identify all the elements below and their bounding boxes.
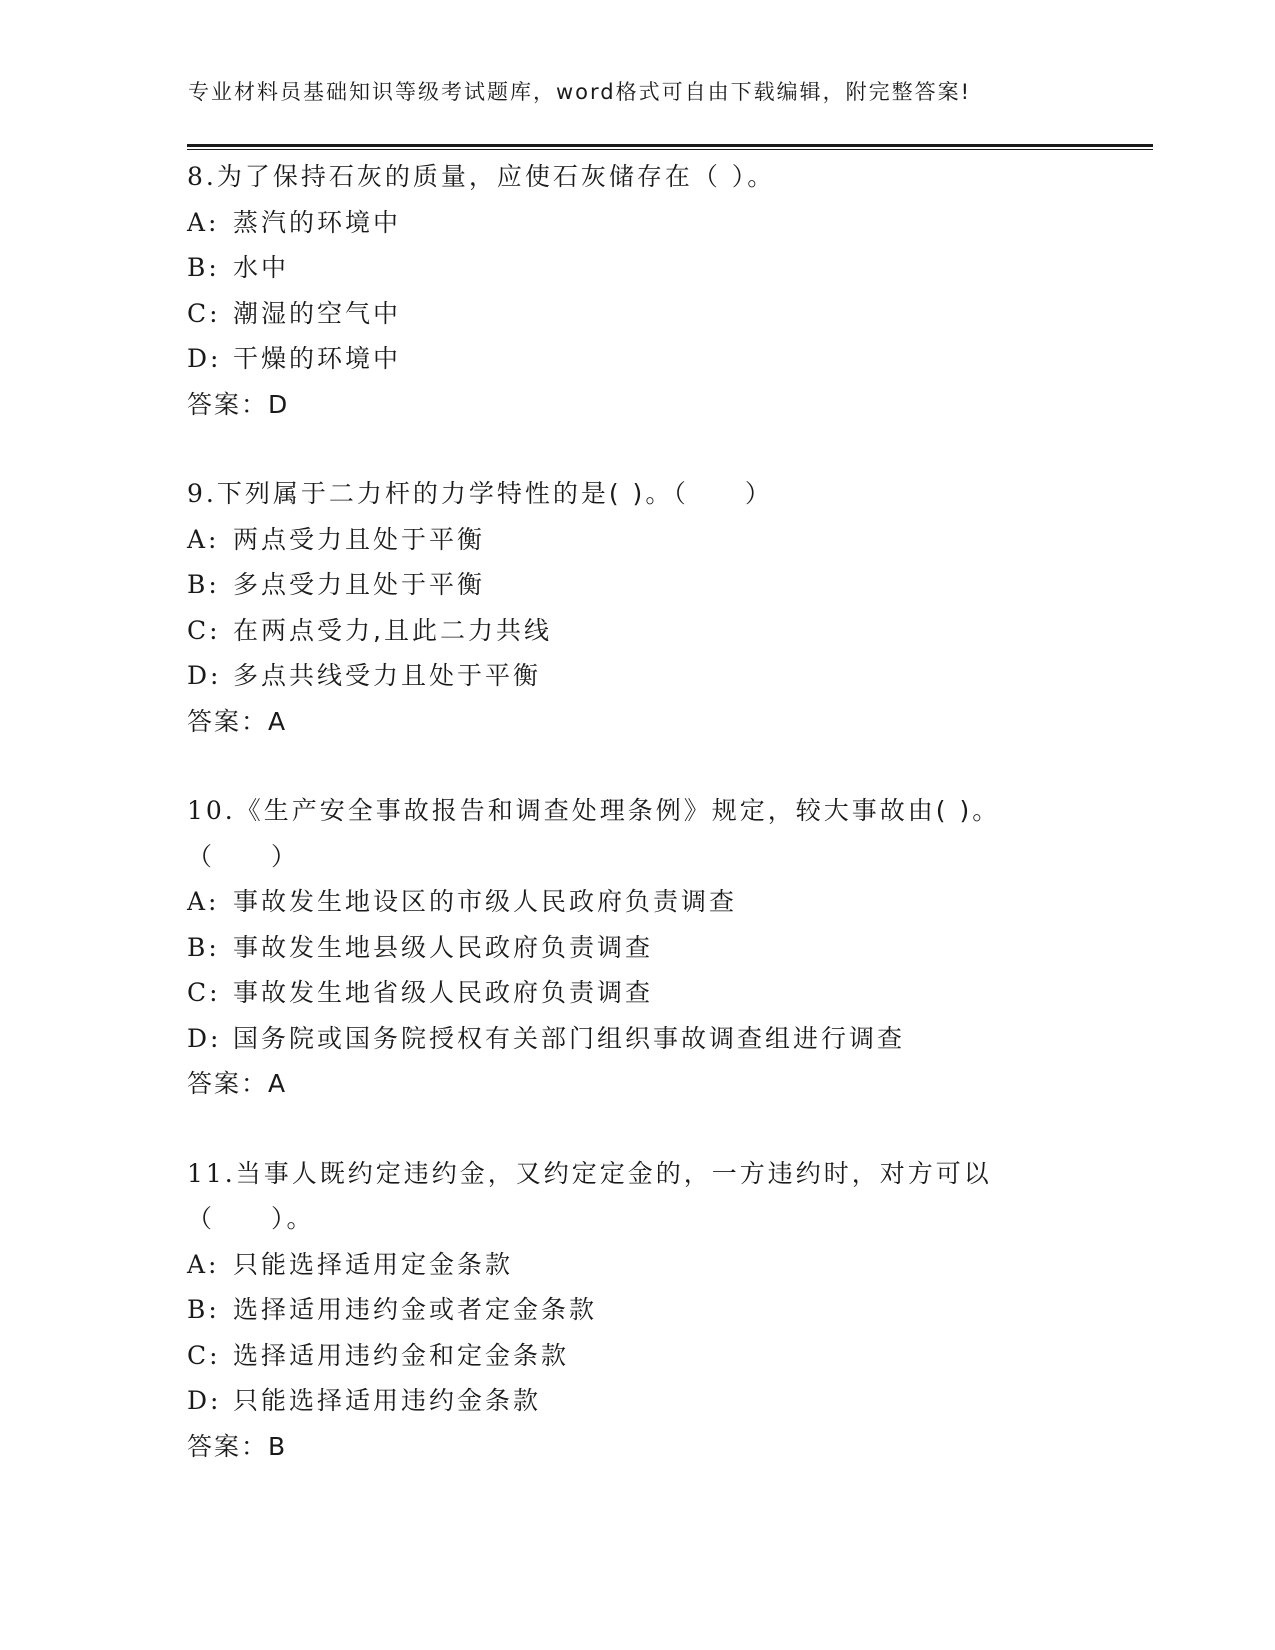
- answer-value: B: [268, 1431, 288, 1461]
- option-b: [187, 925, 1087, 971]
- option-letter: C:: [187, 615, 221, 645]
- answer-label: 答案：: [187, 389, 269, 419]
- option-text: 选择适用违约金和定金条款: [233, 1340, 570, 1370]
- option-text: 事故发生地设区的市级人民政府负责调查: [233, 887, 738, 916]
- option-text: 潮湿的空气中: [233, 298, 402, 328]
- answer-line: [187, 699, 1087, 745]
- option-letter: B:: [187, 1295, 220, 1324]
- question-number: 10.: [187, 796, 236, 825]
- option-text: 事故发生地省级人民政府负责调查: [233, 978, 654, 1007]
- question-list: [187, 154, 1087, 1513]
- question-text: 为了保持石灰的质量，应使石灰储存在（ ）。: [216, 162, 776, 191]
- option-letter: D:: [187, 344, 222, 373]
- page-header: 专业材料员基础知识等级考试题库，word格式可自由下载编辑，附完整答案!: [188, 80, 972, 104]
- option-letter: A:: [187, 1249, 220, 1279]
- option-d: [187, 1016, 1087, 1062]
- option-text: 两点受力且处于平衡: [233, 524, 486, 554]
- option-text: 只能选择适用违约金条款: [233, 1386, 542, 1415]
- question-number: 11.: [187, 1158, 236, 1188]
- option-letter: D:: [187, 1023, 222, 1053]
- option-b: [187, 245, 1087, 291]
- option-text: 干燥的环境中: [233, 344, 402, 373]
- option-c: [187, 970, 1087, 1016]
- question-8: [187, 154, 1087, 427]
- option-letter: A:: [187, 887, 220, 916]
- question-stem: [187, 154, 1087, 200]
- option-letter: A:: [187, 207, 220, 237]
- option-text: 国务院或国务院授权有关部门组织事故调查组进行调查: [233, 1023, 906, 1053]
- question-11: [187, 1151, 1087, 1470]
- question-10: [187, 788, 1087, 1107]
- question-stem: [187, 1151, 1067, 1242]
- question-text: 下列属于二力杆的力学特性的是( )。（ ）: [216, 479, 773, 508]
- option-text: 事故发生地县级人民政府负责调查: [233, 932, 654, 962]
- answer-value: A: [268, 706, 288, 736]
- answer-label: 答案：: [187, 1431, 269, 1461]
- option-letter: B:: [187, 932, 220, 962]
- option-text: 多点受力且处于平衡: [233, 570, 486, 599]
- option-a: [187, 879, 1087, 925]
- option-b: [187, 1287, 1087, 1333]
- question-text: 《生产安全事故报告和调查处理条例》规定，较大事故由( )。（ ）: [187, 796, 1001, 871]
- answer-label: 答案：: [187, 1069, 269, 1098]
- option-c: [187, 608, 1087, 654]
- answer-line: [187, 1424, 1087, 1470]
- option-letter: C:: [187, 1340, 221, 1370]
- answer-label: 答案：: [187, 706, 269, 736]
- option-text: 在两点受力,且此二力共线: [233, 615, 552, 645]
- option-c: [187, 291, 1087, 337]
- option-letter: D:: [187, 661, 222, 690]
- option-d: [187, 336, 1087, 382]
- option-text: 水中: [233, 253, 290, 282]
- option-letter: B:: [187, 570, 220, 599]
- question-number: 8.: [187, 162, 217, 191]
- option-a: [187, 1242, 1087, 1288]
- option-a: [187, 517, 1087, 563]
- option-text: 多点共线受力且处于平衡: [233, 661, 542, 690]
- option-letter: C:: [187, 298, 221, 328]
- option-text: 选择适用违约金或者定金条款: [233, 1295, 598, 1324]
- option-a: [187, 200, 1087, 246]
- option-text: 只能选择适用定金条款: [233, 1249, 514, 1279]
- option-b: [187, 562, 1087, 608]
- option-text: 蒸汽的环境中: [233, 207, 402, 237]
- question-stem: [187, 471, 1087, 517]
- option-c: [187, 1333, 1087, 1379]
- question-9: [187, 471, 1087, 744]
- header-rule-thin: [187, 149, 1153, 150]
- header-rule-thick: [187, 144, 1153, 147]
- answer-value: D: [268, 389, 290, 419]
- option-letter: D:: [187, 1386, 222, 1415]
- question-text: 当事人既约定违约金，又约定定金的，一方违约时，对方可以（ ）。: [187, 1158, 992, 1233]
- answer-value: A: [268, 1069, 288, 1098]
- option-letter: A:: [187, 524, 220, 554]
- question-stem: [187, 788, 1067, 879]
- option-letter: C:: [187, 978, 221, 1007]
- option-d: [187, 1378, 1087, 1424]
- answer-line: [187, 382, 1087, 428]
- answer-line: [187, 1061, 1087, 1107]
- option-d: [187, 653, 1087, 699]
- option-letter: B:: [187, 253, 220, 282]
- question-number: 9.: [187, 479, 217, 508]
